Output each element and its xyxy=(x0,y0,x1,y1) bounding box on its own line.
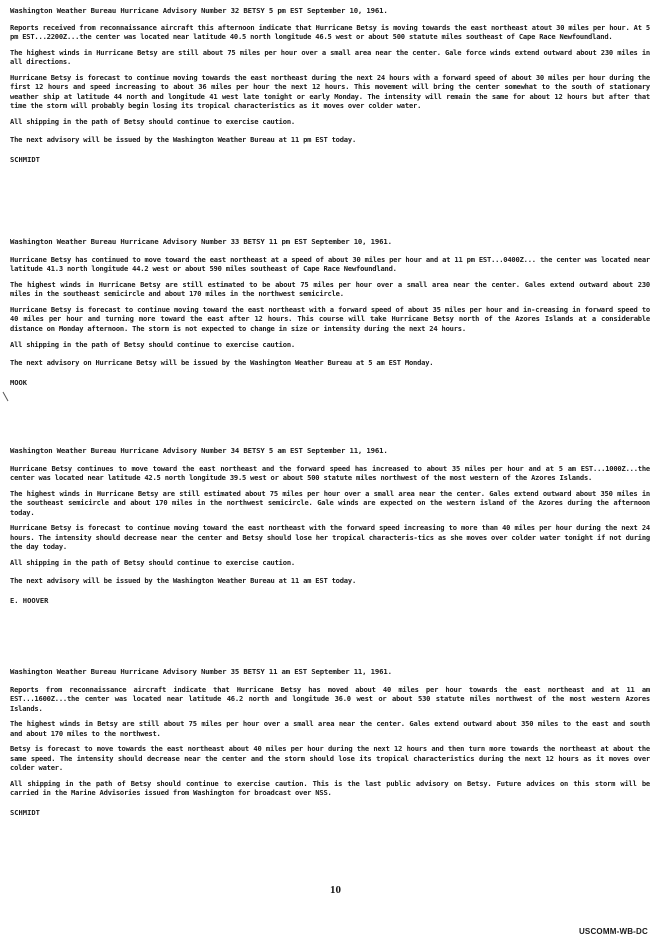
advisory-paragraph: The highest winds in Hurricane Betsy are still estimated about 75 miles per hour over a small area near the center. Gales extend outward about 350 miles in the southeast semicircle and about 170 miles in the northwest semicircle. Gale winds are expected on the western island of the Azores during the afternoon today. xyxy=(10,489,650,517)
advisory-signoff: E. HOOVER xyxy=(10,596,49,606)
footer-printer-mark: USCOMM-WB-DC xyxy=(578,927,648,936)
advisory-33 xyxy=(10,237,650,387)
advisory-34 xyxy=(10,446,650,606)
advisory-header: Washington Weather Bureau Hurricane Advisory Number 34 BETSY 5 am EST September 11, 1961. xyxy=(10,446,388,455)
document-page xyxy=(10,0,655,942)
advisory-paragraph: Hurricane Betsy has continued to move toward the east northeast at a speed of about 30 miles per hour and at 11 pm EST...0400Z... the center was located near latitude 41.3 north longitude 44.2 west or about 590 miles southeast of Cape Race Newfoundland. xyxy=(10,255,650,274)
advisory-paragraph: Hurricane Betsy is forecast to continue moving toward the east northeast with the forward speed increasing to more than 40 miles per hour during the next 24 hours. The intensity should decrease near the center and Betsy should lose her tropical characteris-tics as she moves over colder water tonight if not during the day today. xyxy=(10,523,650,552)
advisory-paragraph: All shipping in the path of Betsy should continue to exercise caution. xyxy=(10,116,295,126)
advisory-paragraph: Reports received from reconnaissance aircraft this afternoon indicate that Hurricane Betsy is moving towards the east northeast atout 30 miles per hour. At 5 pm EST...2200Z...the center was located near latitude 40.5 north longitude 46.5 west or about 500 statute miles southeast of Cape Race Newfoundland. xyxy=(10,23,650,42)
advisory-paragraph: Hurricane Betsy is forecast to continue moving toward the east northeast with a forward speed of about 35 miles per hour and in-creasing in forward speed to 40 miles per hour and turning more toward the east after 12 hours. This course will take Hurricane Betsy north of the Azores Islands at a considerable distance on Monday afternoon. The storm is not expected to change in size or intensity during the next 24 hours. xyxy=(10,305,650,333)
advisory-paragraph: The highest winds in Hurricane Betsy are still about 75 miles per hour over a small area near the center. Gale force winds extend outward about 230 miles in all directions. xyxy=(10,48,650,67)
page-number: 10 xyxy=(330,884,341,896)
advisory-paragraph: The highest winds in Hurricane Betsy are still estimated to be about 75 miles per hour over a small area near the center. Gales extend outward about 230 miles in the southeast semicircle and about 170 miles in the northwest semicircle. xyxy=(10,280,650,299)
advisory-35 xyxy=(10,667,650,818)
advisory-header: Washington Weather Bureau Hurricane Advisory Number 35 BETSY 11 am EST September 11, 1961. xyxy=(10,667,392,676)
advisory-paragraph: All shipping in the path of Betsy should continue to exercise caution. This is the last public advisory on Betsy. Future advices on this storm will be carried in the Marine Advisories issued from Washington for broadcast over NSS. xyxy=(10,778,650,798)
advisory-paragraph: The highest winds in Betsy are still about 75 miles per hour over a small area near the center. Gales extend outward about 350 miles to the east and south and about 170 miles to the northwest. xyxy=(10,719,650,738)
advisory-header: Washington Weather Bureau Hurricane Advisory Number 32 BETSY 5 pm EST September 10, 1961. xyxy=(10,6,388,15)
advisory-paragraph: Hurricane Betsy continues to move toward the east northeast and the forward speed has increased to about 35 miles per hour and at 5 am EST...1000Z...the center was located near latitude 42.5 north longitude 39.5 west or about 500 statute miles northwest of the most western of the Azores Islands. xyxy=(10,464,650,483)
advisory-signoff: SCHMIDT xyxy=(10,155,40,165)
advisory-signoff: SCHMIDT xyxy=(10,808,40,818)
advisory-paragraph: Betsy is forecast to move towards the east northeast about 40 miles per hour during the next 12 hours and then turn more towards the northeast at about the same speed. The intensity should decrease near the center and the storm should lose its tropical characteristics during the next 12 hours as it moves over colder water. xyxy=(10,744,650,773)
advisory-paragraph: The next advisory will be issued by the Washington Weather Bureau at 11 am EST today. xyxy=(10,576,357,586)
advisory-paragraph: The next advisory on Hurricane Betsy will be issued by the Washington Weather Bureau at 5 am EST Monday. xyxy=(10,357,434,367)
advisory-signoff: MOOK xyxy=(10,378,28,388)
advisory-paragraph: Reports from reconnaissance aircraft indicate that Hurricane Betsy has moved about 40 miles per hour towards the east northeast and at 11 am EST...1600Z...the center was located near latitude 46.2 north and longitude 36.0 west or about 530 statute miles northwest of the most western Azores Islands. xyxy=(10,685,650,713)
advisory-32 xyxy=(10,6,650,165)
advisory-header: Washington Weather Bureau Hurricane Advisory Number 33 BETSY 11 pm EST September 10, 1961. xyxy=(10,237,392,246)
margin-pen-mark-icon xyxy=(2,391,10,402)
advisory-paragraph: All shipping in the path of Betsy should continue to exercise caution. xyxy=(10,557,295,567)
advisory-paragraph: All shipping in the path of Betsy should continue to exercise caution. xyxy=(10,339,295,349)
advisory-paragraph: The next advisory will be issued by the Washington Weather Bureau at 11 pm EST today. xyxy=(10,135,357,145)
advisory-paragraph: Hurricane Betsy is forecast to continue moving towards the east northeast during the next 24 hours with a forward speed of about 30 miles per hour during the first 12 hours and speed increasing to about 36 miles per hour the next 12 hours. This movement will bring the center somewhat to the south of stationary weather ship at latitude 44 north and longitude 41 west late tonight or early Monday. The intensity will remain the same for about 12 hours but after that time the storm will probably begin losing its tropical characteristics as it moves over colder water. xyxy=(10,73,650,111)
